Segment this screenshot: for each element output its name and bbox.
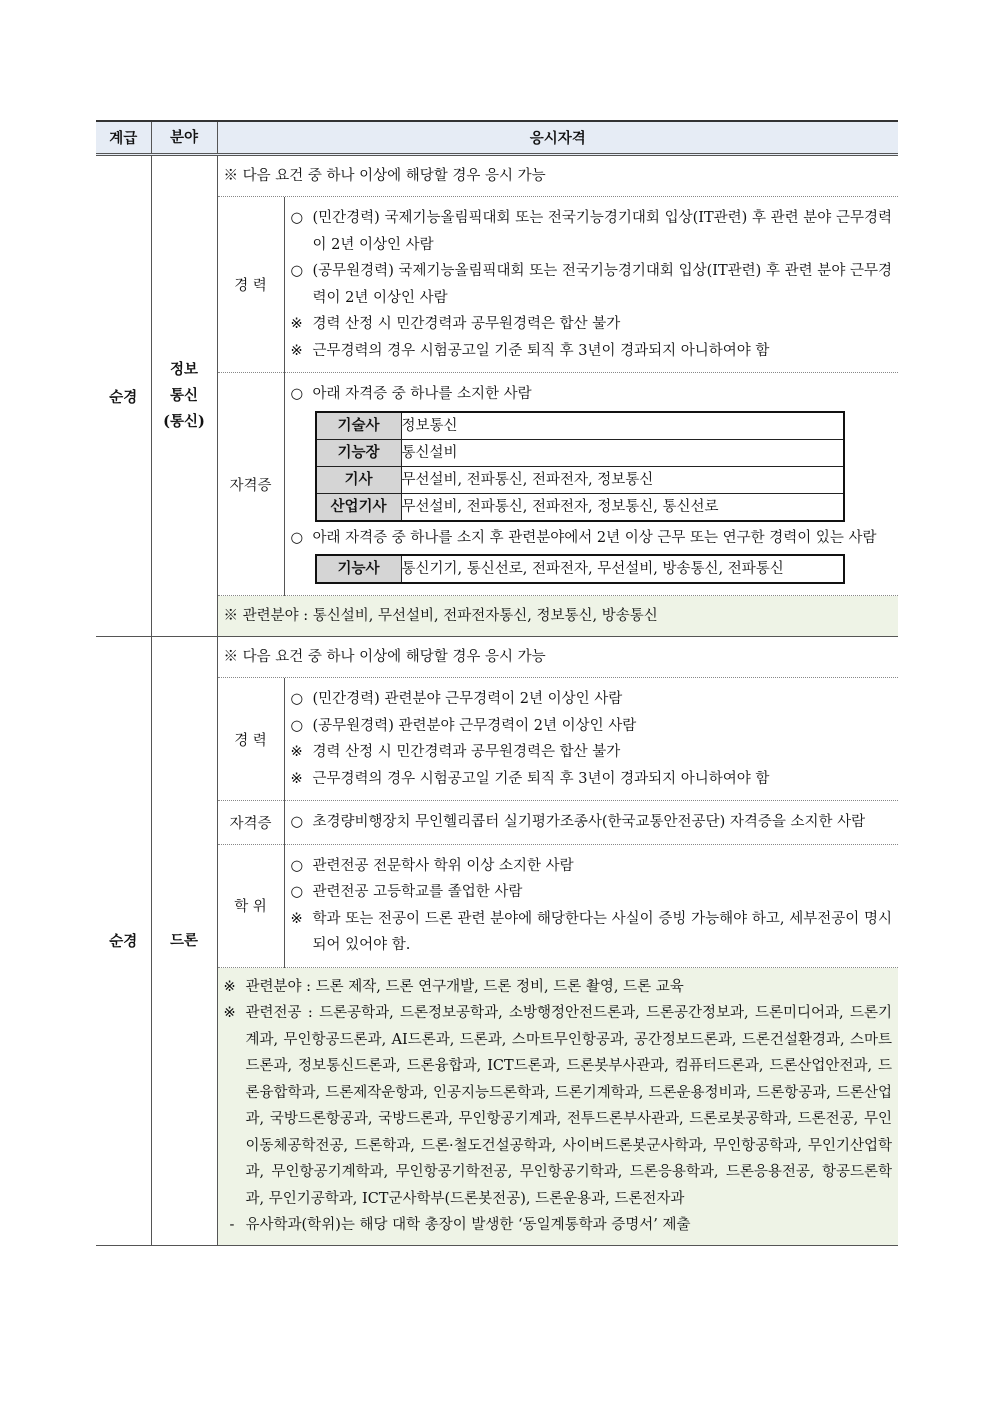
certificate-grade: 기능사 xyxy=(316,555,402,583)
certificate-grade: 기사 xyxy=(316,466,402,493)
item-text: 관련전공 전문학사 학위 이상 소지한 사람 xyxy=(312,857,574,874)
section-qualification xyxy=(217,637,898,1246)
bullet-mark: ○ xyxy=(290,857,304,874)
item-text: 유사학과(학위)는 해당 대학 총장이 발생한 ‘동일계통학과 증명서’ 제출 xyxy=(245,1217,691,1233)
bullet-mark: ※ xyxy=(223,978,236,995)
field-line: 통신 xyxy=(169,387,198,404)
section-grade: 순경 xyxy=(96,155,151,637)
item-text: 경력 산정 시 민간경력과 공무원경력은 합산 불가 xyxy=(312,744,621,760)
related-field-note: ※ 관련분야 : 통신설비, 무선설비, 전파전자통신, 정보통신, 방송통신 xyxy=(218,596,899,636)
license-row xyxy=(218,801,899,845)
career-row xyxy=(218,678,899,801)
career-row xyxy=(218,197,899,373)
license-body xyxy=(284,801,898,845)
certificate-table xyxy=(315,411,845,522)
item-text: 초경량비행장치 무인헬리콥터 실기평가조종사(한국교통안전공단) 자격증을 소지한 사람 xyxy=(312,814,866,830)
certificate-row xyxy=(316,412,844,440)
certificate-row xyxy=(316,555,844,583)
section-field xyxy=(151,155,217,637)
license-label: 자격증 xyxy=(218,801,285,845)
item-text: 경력 산정 시 민간경력과 공무원경력은 합산 불가 xyxy=(312,316,621,332)
list-item xyxy=(291,766,893,793)
qualification-table-wrapper xyxy=(96,120,898,1246)
header-field: 분야 xyxy=(151,121,217,155)
bullet-mark: ○ xyxy=(290,529,304,546)
intro-note: ※ 다음 요건 중 하나 이상에 해당할 경우 응시 가능 xyxy=(218,637,899,678)
requirement-subtable xyxy=(218,678,899,968)
list-item xyxy=(291,338,893,365)
certificate-grade: 기능장 xyxy=(316,439,402,466)
certificate-row xyxy=(316,439,844,466)
bullet-mark: ※ xyxy=(290,342,303,359)
item-text: (민간경력) 국제기능올림픽대회 또는 전국기능경기대회 입상(IT관련) 후 관련 분야 근무경력이 2년 이상인 사람 xyxy=(312,210,892,253)
section-grade: 순경 xyxy=(96,637,151,1246)
related-major-note xyxy=(218,968,899,1245)
certificate-row xyxy=(316,466,844,493)
intro-note: ※ 다음 요건 중 하나 이상에 해당할 경우 응시 가능 xyxy=(218,156,899,197)
list-item xyxy=(291,713,893,740)
item-text: (공무원경력) 관련분야 근무경력이 2년 이상인 사람 xyxy=(312,717,637,734)
header-qualification: 응시자격 xyxy=(217,121,898,155)
list-item xyxy=(291,739,893,766)
degree-label: 학 위 xyxy=(218,844,285,967)
certificate-fields: 정보통신 xyxy=(401,412,844,440)
degree-body xyxy=(284,844,898,967)
bullet-mark: ○ xyxy=(290,691,304,707)
certificate-table xyxy=(315,554,845,584)
section-row-drone xyxy=(96,637,898,1246)
section-qualification xyxy=(217,155,898,637)
bullet-mark: ○ xyxy=(290,263,304,279)
list-item xyxy=(224,974,893,1001)
item-text: 학과 또는 전공이 드론 관련 분야에 해당한다는 사실이 증빙 가능해야 하고, 세부전공이 명시되어 있어야 함. xyxy=(312,910,892,953)
bullet-mark: ○ xyxy=(290,814,304,830)
bullet-mark: ※ xyxy=(290,910,303,927)
list-item xyxy=(224,1212,893,1239)
bullet-mark: ○ xyxy=(290,210,304,226)
license-label: 자격증 xyxy=(218,373,285,596)
bullet-mark: ※ xyxy=(290,770,303,787)
list-item xyxy=(291,381,893,408)
bullet-mark: ○ xyxy=(290,717,304,734)
section-field xyxy=(151,637,217,1246)
list-item xyxy=(291,879,893,906)
license-row xyxy=(218,373,899,596)
list-item xyxy=(291,311,893,338)
list-item xyxy=(291,686,893,713)
item-text: (공무원경력) 국제기능올림픽대회 또는 전국기능경기대회 입상(IT관련) 후 관련 분야 근무경력이 2년 이상인 사람 xyxy=(312,263,892,306)
bullet-mark: ※ xyxy=(223,1005,236,1021)
item-text: 관련전공 : 드론공학과, 드론정보공학과, 소방행정안전드론과, 드론공간정보과, 드론미디어과, 드론기계과, 무인항공드론과, AI드론과, 드론과, 스마트무인항공과, 공간정보드론과, 드론건설환경과, 스마트드론과, 정보통신드론과, 드론융합과, ICT드론과, 드론봇부사관과, 컴퓨터드론과, 드론산업안전과, 드론융합학과, 드론제작운항과, 인공지능드론학과, 드론기계학과, 드론운용정비과, 드론항공과, 드론산업과, 국방드론항공과, 국방드론과, 무인항공기계과, 전투드론부사관과, 드론로봇공학과, 드론전공, 무인이동체공학전공, 드론학과, 드론·철도건설공학과, 사이버드론봇군사학과, 무인항공학과, 무인기산업학과, 무인항공기계학과, 무인항공기학전공, 무인항공기학과, 드론응용학과, 드론응용전공, 항공드론학과, 무인기공학과, ICT군사학부(드론봇전공), 드론운용과, 드론전자과 xyxy=(245,1005,892,1207)
certificate-fields: 무선설비, 전파통신, 전파전자, 정보통신 xyxy=(401,466,844,493)
list-item xyxy=(291,809,893,836)
item-text: 관련전공 고등학교를 졸업한 사람 xyxy=(312,884,523,900)
bullet-mark: - xyxy=(229,1217,235,1233)
bullet-mark: ※ xyxy=(290,744,303,760)
bullet-mark: ○ xyxy=(290,386,304,402)
certificate-fields: 통신설비 xyxy=(401,439,844,466)
requirement-subtable xyxy=(218,197,899,596)
item-text: 근무경력의 경우 시험공고일 기준 퇴직 후 3년이 경과되지 아니하여야 함 xyxy=(312,342,770,359)
list-item xyxy=(291,525,893,552)
item-text: 근무경력의 경우 시험공고일 기준 퇴직 후 3년이 경과되지 아니하여야 함 xyxy=(312,770,770,787)
item-text: 관련분야 : 드론 제작, 드론 연구개발, 드론 정비, 드론 촬영, 드론 교육 xyxy=(245,978,684,995)
certificate-fields: 무선설비, 전파통신, 전파전자, 정보통신, 통신선로 xyxy=(401,493,844,521)
career-body xyxy=(284,197,898,373)
certificate-fields: 통신기기, 통신선로, 전파전자, 무선설비, 방송통신, 전파통신 xyxy=(401,555,844,583)
certificate-grade: 기술사 xyxy=(316,412,402,440)
career-label: 경 력 xyxy=(218,197,285,373)
list-item xyxy=(291,853,893,880)
header-grade: 계급 xyxy=(96,121,151,155)
item-text: 아래 자격증 중 하나를 소지 후 관련분야에서 2년 이상 근무 또는 연구한 경력이 있는 사람 xyxy=(312,529,877,546)
degree-row xyxy=(218,844,899,967)
certificate-grade: 산업기사 xyxy=(316,493,402,521)
bullet-mark: ○ xyxy=(290,884,304,900)
qualification-table xyxy=(96,120,898,1246)
bullet-mark: ※ xyxy=(290,316,303,332)
list-item xyxy=(291,258,893,311)
field-line: (통신) xyxy=(163,413,205,430)
list-item xyxy=(291,205,893,258)
section-row-telecom xyxy=(96,155,898,637)
item-text: (민간경력) 관련분야 근무경력이 2년 이상인 사람 xyxy=(312,691,623,707)
field-line: 정보 xyxy=(169,361,198,378)
table-header-row xyxy=(96,121,898,155)
license-body xyxy=(284,373,898,596)
career-body xyxy=(284,678,898,801)
list-item xyxy=(291,906,893,959)
certificate-row xyxy=(316,493,844,521)
career-label: 경 력 xyxy=(218,678,285,801)
field-line: 드론 xyxy=(169,931,198,949)
list-item xyxy=(224,1000,893,1212)
item-text: 아래 자격증 중 하나를 소지한 사람 xyxy=(312,386,532,402)
